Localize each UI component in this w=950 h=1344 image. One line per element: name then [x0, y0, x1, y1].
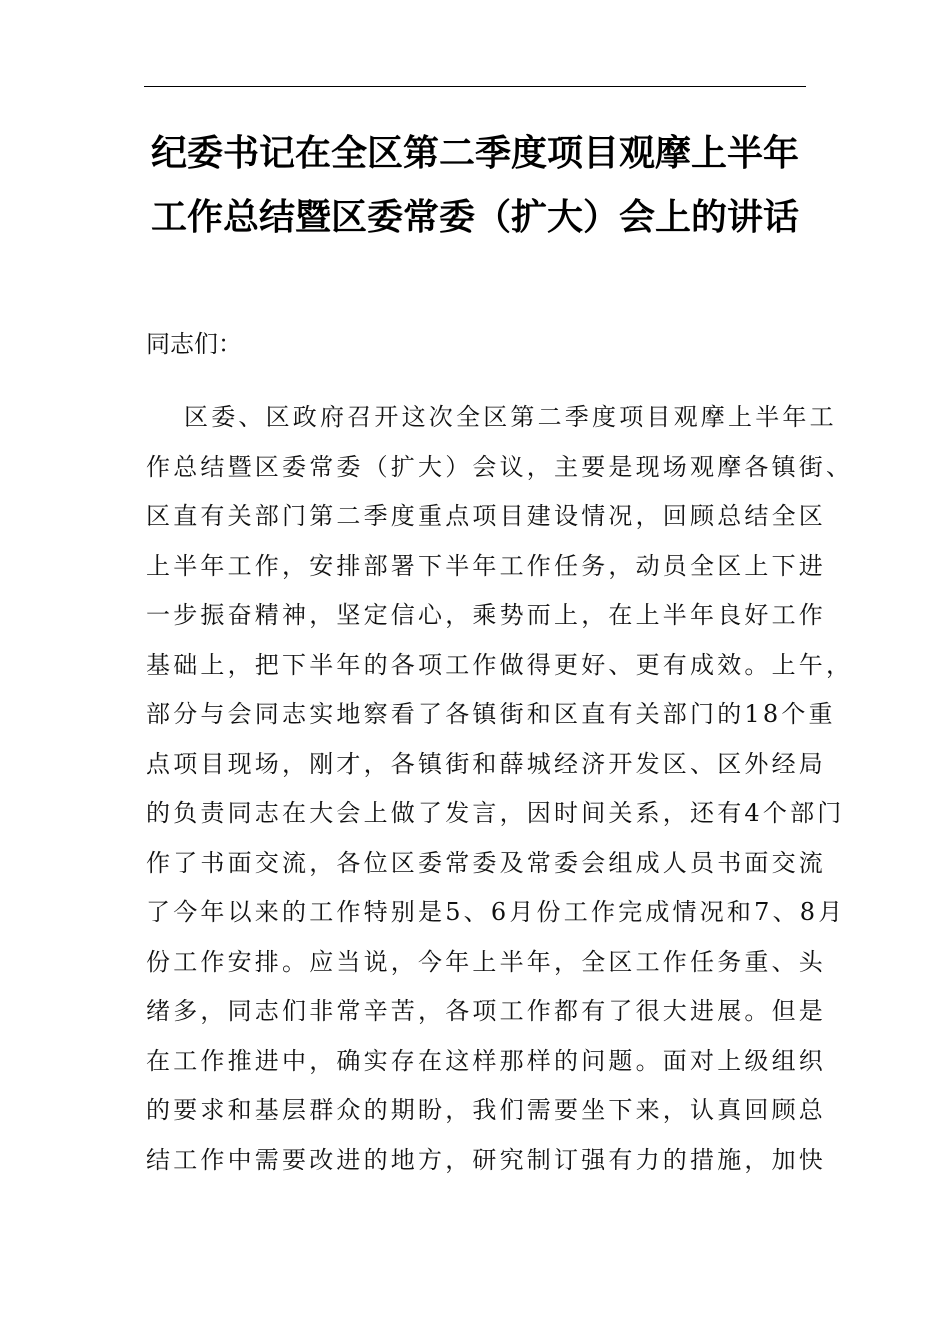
paragraph-line: 作总结暨区委常委（扩大）会议，主要是现场观摩各镇街、	[146, 452, 854, 481]
paragraph-line: 作了书面交流，各位区委常委及常委会组成人员书面交流	[146, 848, 826, 877]
paragraph-line: 基础上，把下半年的各项工作做得更好、更有成效。上午，	[146, 650, 854, 679]
title-line-2: 工作总结暨区委常委（扩大）会上的讲话	[150, 197, 799, 238]
document-title	[130, 122, 820, 250]
header-rule	[144, 86, 806, 87]
salutation: 同志们：	[146, 330, 242, 358]
paragraph-line: 一步振奋精神，坚定信心，乘势而上，在上半年良好工作	[146, 601, 826, 629]
paragraph-line: 部分与会同志实地察看了各镇街和区直有关部门的18个重	[146, 700, 836, 728]
paragraph-line: 在工作推进中，确实存在这样那样的问题。面对上级组织	[146, 1046, 826, 1075]
paragraph-line: 区委、区政府召开这次全区第二季度项目观摩上半年工	[184, 403, 837, 431]
paragraph-line: 的负责同志在大会上做了发言，因时间关系，还有4个部门	[146, 799, 845, 827]
body-paragraph	[146, 393, 854, 1185]
paragraph-line: 了今年以来的工作特别是5、6月份工作完成情况和7、8月	[146, 898, 846, 926]
paragraph-line: 区直有关部门第二季度重点项目建设情况，回顾总结全区	[146, 502, 826, 530]
paragraph-line: 上半年工作，安排部署下半年工作任务，动员全区上下进	[146, 551, 826, 580]
paragraph-line: 结工作中需要改进的地方，研究制订强有力的措施，加快	[146, 1145, 826, 1174]
paragraph-line: 份工作安排。应当说，今年上半年，全区工作任务重、头	[146, 947, 826, 976]
paragraph-line: 绪多，同志们非常辛苦，各项工作都有了很大进展。但是	[146, 997, 826, 1025]
paragraph-line: 点项目现场，刚才，各镇街和薛城经济开发区、区外经局	[146, 749, 826, 778]
paragraph-line: 的要求和基层群众的期盼，我们需要坐下来，认真回顾总	[146, 1096, 826, 1124]
title-line-1: 纪委书记在全区第二季度项目观摩上半年	[150, 133, 799, 174]
